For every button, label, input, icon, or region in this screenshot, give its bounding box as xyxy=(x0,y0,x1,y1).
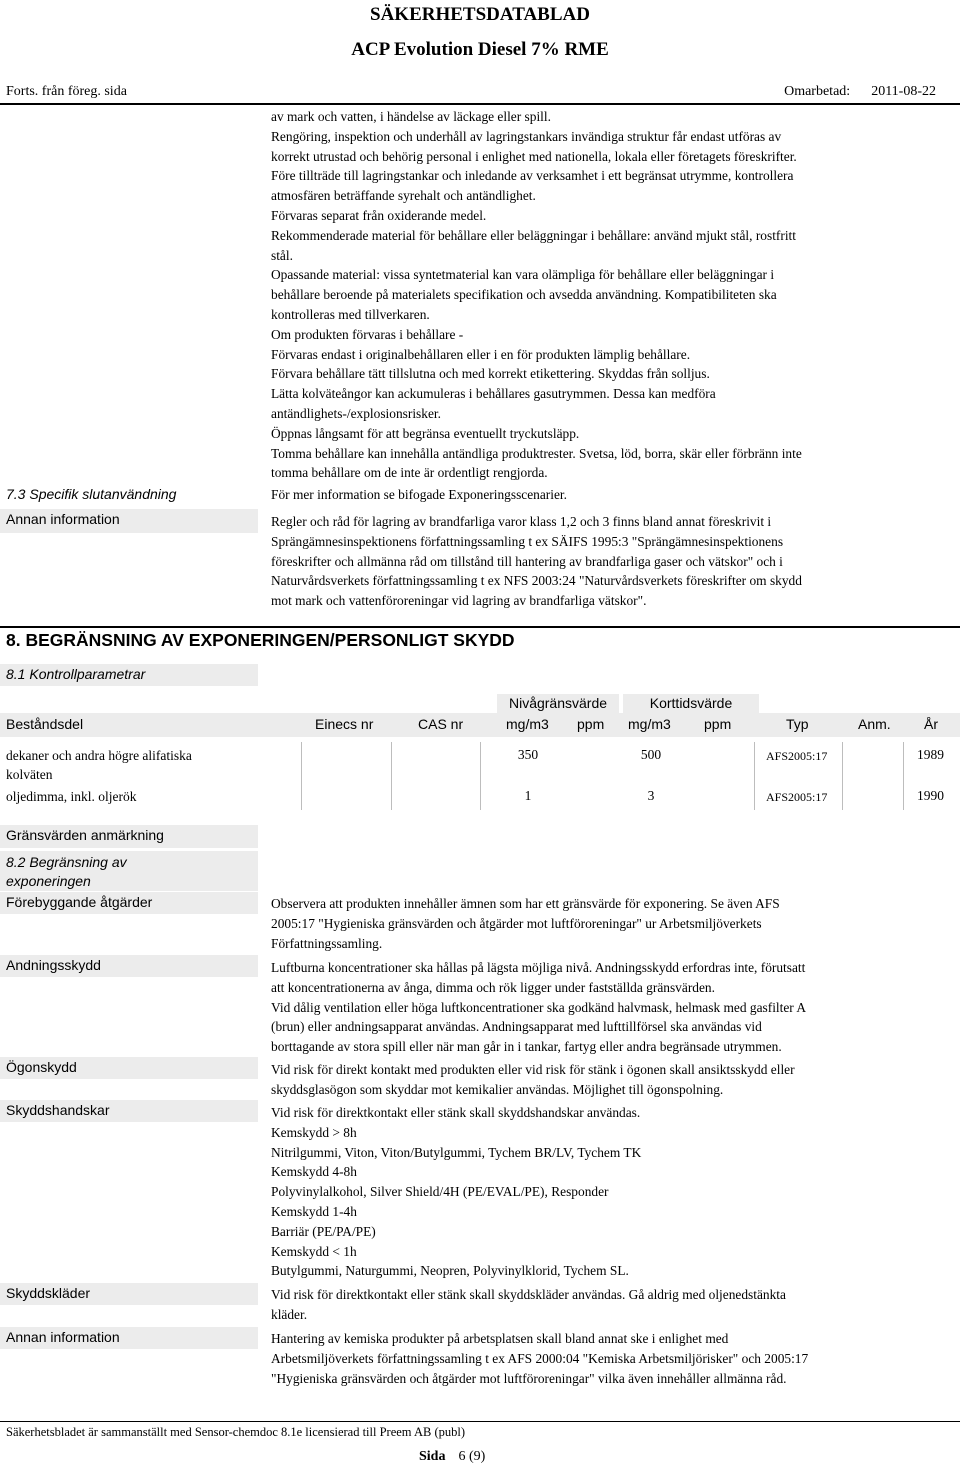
component-name: dekaner och andra högre alifatiska xyxy=(6,748,192,763)
col-header-einecs: Einecs nr xyxy=(315,716,374,732)
exposure-control-label xyxy=(0,851,258,891)
group-header-level-limit: Nivågränsvärde xyxy=(508,695,608,711)
preventive-measures-text xyxy=(271,894,891,953)
gloves-line: Nitrilgummi, Viton, Viton/Butylgummi, Tychem BR/LV, Tychem TK xyxy=(271,1144,642,1160)
col-header-note: Anm. xyxy=(858,716,891,732)
other-info-line-2: Hantering av kemiska produkter på arbetsplatsen skall bland annat ske i enlighet med xyxy=(271,1331,729,1346)
col-header-short-mg: mg/m3 xyxy=(628,716,671,732)
footer-credit: Säkerhetsbladet är sammanställt med Sensor-chemdoc 8.1e licensierad till Preem AB (publ) xyxy=(6,1425,465,1439)
gloves-line: Kemskydd 4-8h xyxy=(271,1164,357,1180)
storage-line: behållare beroende på materialets specifikation och avsedda användning. Kompatibiliteten ska xyxy=(271,287,777,303)
table-header-bg xyxy=(0,713,960,737)
eye-line: Vid risk för direkt kontakt med produkten eller vid risk för stänk i ögonen skall ansiktsskydd eller xyxy=(271,1062,795,1077)
gloves-line: Kemskydd 1-4h xyxy=(271,1203,357,1219)
document-type-title: SÄKERHETSDATABLAD xyxy=(370,4,590,25)
revised-label: Omarbetad: xyxy=(784,84,851,99)
eye-protection-text xyxy=(271,1060,891,1100)
col-header-cas: CAS nr xyxy=(418,716,464,732)
level-limit-mg: 1 xyxy=(524,788,532,803)
component-name: oljedimma, inkl. oljerök xyxy=(6,789,137,804)
storage-text-block xyxy=(271,107,891,483)
col-header-level-ppm: ppm xyxy=(577,716,605,732)
other-info-line-2: "Hygieniska gränsvärden och åtgärder mot luftföroreningar" vilka även innehåller allmänna råd. xyxy=(271,1370,787,1386)
gloves-line: Barriär (PE/PA/PE) xyxy=(271,1223,376,1239)
group-header-short-term: Korttidsvärde xyxy=(649,695,733,711)
storage-line: antändlighets-/explosionsrisker. xyxy=(271,405,441,421)
other-info-label: Annan information xyxy=(0,509,258,533)
respiratory-protection-label: Andningsskydd xyxy=(0,955,258,977)
storage-line: atmosfären beträffande syrehalt och antändlighet. xyxy=(271,188,536,204)
table-separator xyxy=(903,742,904,810)
continued-from-previous: Forts. från föreg. sida xyxy=(6,84,127,99)
table-separator xyxy=(391,742,392,810)
eye-protection-label: Ögonskydd xyxy=(0,1057,258,1079)
storage-line: Om produkten förvaras i behållare - xyxy=(271,326,464,342)
protective-clothing-text xyxy=(271,1285,891,1325)
page-label: Sida xyxy=(419,1449,446,1464)
respiratory-line: Vid dålig ventilation eller höga luftkoncentrationer ska godkänd halvmask, helmask med gasfilter A xyxy=(271,999,807,1015)
short-term-mg: 3 xyxy=(647,788,655,803)
limit-remarks-label: Gränsvärden anmärkning xyxy=(0,825,258,848)
gloves-label: Skyddshandskar xyxy=(0,1100,258,1122)
clothing-line: kläder. xyxy=(271,1306,308,1322)
page-number xyxy=(419,1449,485,1465)
preventive-line: Författningssamling. xyxy=(271,935,383,951)
gloves-text xyxy=(271,1103,891,1281)
respiratory-protection-text xyxy=(271,958,891,1057)
other-info-line: mot mark och vattenföroreningar vid lagring av brandfarliga vätskor". xyxy=(271,593,647,609)
preventive-line: 2005:17 "Hygieniska gränsvärden och åtgärder mot luftföroreningar" ur Arbetsmiljöverkets xyxy=(271,915,762,931)
storage-line: Opassande material: vissa syntetmaterial kan vara olämpliga för behållare eller beläggningar i xyxy=(271,267,775,283)
storage-line: Förvaras endast i originalbehållaren eller i en för produkten lämplig behållare. xyxy=(271,346,691,362)
col-header-component: Beståndsdel xyxy=(6,716,84,732)
other-info-line: Sprängämnesinspektionens författningssamling t ex SÄIFS 1995:3 "Sprängämnesinspektionens xyxy=(271,533,784,549)
storage-line: Öppnas långsamt för att begränsa eventuellt tryckutsläpp. xyxy=(271,425,580,441)
col-header-year: År xyxy=(924,716,938,732)
eye-line: skyddsglasögon som skyddar mot kemikalier användas. Möjlighet till ögonspolning. xyxy=(271,1081,724,1097)
limit-type: AFS2005:17 xyxy=(766,790,828,804)
component-name-cont: kolväten xyxy=(6,767,53,782)
col-header-level-mg: mg/m3 xyxy=(506,716,549,732)
control-parameters-label: 8.1 Kontrollparametrar xyxy=(0,664,258,686)
other-info-label-2: Annan information xyxy=(0,1327,258,1349)
footer-rule xyxy=(0,1421,960,1422)
product-name-title: ACP Evolution Diesel 7% RME xyxy=(351,39,609,60)
respiratory-line: att koncentrationerna av ånga, dimma och rök ligger under fastställda gränsvärden. xyxy=(271,979,715,995)
storage-line: tomma behållare om de inte är ordentligt rengjorda. xyxy=(271,465,548,481)
gloves-line: Polyvinylalkohol, Silver Shield/4H (PE/EVAL/PE), Responder xyxy=(271,1184,609,1200)
gloves-line: Butylgummi, Naturgummi, Neopren, Polyvinylklorid, Tychem SL. xyxy=(271,1263,629,1279)
exposure-control-label-line: 8.2 Begränsning av xyxy=(6,854,127,870)
storage-line: Tomma behållare kan innehålla antändliga produktrester. Svetsa, löd, borra, skär eller förbränn inte xyxy=(271,445,802,461)
storage-line: av mark och vatten, i händelse av läckage eller spill. xyxy=(271,109,551,124)
storage-line: Rengöring, inspektion och underhåll av lagringstankars invändiga struktur får endast utföras av xyxy=(271,128,782,144)
storage-line: korrekt utrustad och behörig personal i enlighet med nationella, lokala eller företagets föreskrifter. xyxy=(271,148,797,164)
respiratory-line: borttagande av stora spill eller när man går in i tankar, fartyg eller andra begränsade utrymmen. xyxy=(271,1039,782,1055)
storage-line: Rekommenderade material för behållare eller beläggningar i behållare: använd mjukt stål, rostfritt xyxy=(271,227,797,243)
section-7-3-label: 7.3 Specifik slutanvändning xyxy=(6,486,177,502)
preventive-line: Observera att produkten innehåller ämnen som har ett gränsvärde för exponering. Se även AFS xyxy=(271,896,780,911)
section-7-3-text xyxy=(271,485,891,505)
section-7-3-line: För mer information se bifogade Exponeringsscenarier. xyxy=(271,487,567,502)
level-limit-mg: 350 xyxy=(517,747,539,762)
table-separator xyxy=(480,742,481,810)
limit-type: AFS2005:17 xyxy=(766,749,828,763)
revised-date: 2011-08-22 xyxy=(871,84,936,99)
storage-line: Förvaras separat från oxiderande medel. xyxy=(271,207,487,223)
short-term-mg: 500 xyxy=(640,747,662,762)
other-info-text xyxy=(271,512,891,611)
gloves-line: Kemskydd < 1h xyxy=(271,1243,357,1259)
gloves-line: Kemskydd > 8h xyxy=(271,1124,357,1140)
table-separator xyxy=(754,742,755,810)
other-info-line: Naturvårdsverkets författningssamling t ex NFS 2003:24 "Naturvårdsverkets föreskrifter om skydd xyxy=(271,573,802,589)
table-separator xyxy=(301,742,302,810)
section-8-rule xyxy=(0,626,960,628)
respiratory-line: Luftburna koncentrationer ska hållas på lägsta möjliga nivå. Andningsskydd erfordras inte, förutsatt xyxy=(271,960,806,975)
header-rule xyxy=(0,103,960,105)
preventive-measures-label: Förebyggande åtgärder xyxy=(0,892,258,914)
other-info-line: föreskrifter och allmänna råd om tillstånd till hantering av brandfarliga gaser och vätskor" och i xyxy=(271,553,783,569)
col-header-short-ppm: ppm xyxy=(704,716,732,732)
respiratory-line: (brun) eller andningsapparat användas. Andningsapparat med lufttillförsel ska användas vid xyxy=(271,1019,762,1035)
col-header-type: Typ xyxy=(786,716,809,732)
table-separator xyxy=(842,742,843,810)
protective-clothing-label: Skyddskläder xyxy=(0,1283,258,1305)
revision-info xyxy=(784,84,936,100)
page-value: 6 (9) xyxy=(458,1449,486,1464)
gloves-line: Vid risk för direktkontakt eller stänk skall skyddshandskar användas. xyxy=(271,1105,641,1120)
limit-year: 1990 xyxy=(917,788,944,803)
limit-year: 1989 xyxy=(917,747,944,762)
exposure-control-label-line: exponeringen xyxy=(6,873,91,889)
storage-line: Förvara behållare tätt tillslutna och med korrekt etikettering. Skyddas från solljus. xyxy=(271,366,710,382)
other-info-text-2 xyxy=(271,1329,891,1388)
section-8-title: 8. BEGRÄNSNING AV EXPONERINGEN/PERSONLIGT SKYDD xyxy=(6,630,515,650)
storage-line: Lätta kolväteångor kan ackumuleras i behållares gasutrymmen. Dessa kan medföra xyxy=(271,386,716,402)
storage-line: kontrolleras med tillverkaren. xyxy=(271,306,430,322)
storage-line: stål. xyxy=(271,247,293,263)
storage-line: Före tillträde till lagringstankar och inledande av verksamhet i ett begränsat utrymme, kontrollera xyxy=(271,168,794,184)
other-info-line-2: Arbetsmiljöverkets författningssamling t ex AFS 2000:04 "Kemiska Arbetsmiljörisker" och 2005:17 xyxy=(271,1350,809,1366)
clothing-line: Vid risk för direktkontakt eller stänk skall skyddskläder användas. Gå aldrig med oljenedstänkta xyxy=(271,1287,786,1302)
other-info-line: Regler och råd för lagring av brandfarliga varor klass 1,2 och 3 finns bland annat föreskrivit i xyxy=(271,514,772,529)
